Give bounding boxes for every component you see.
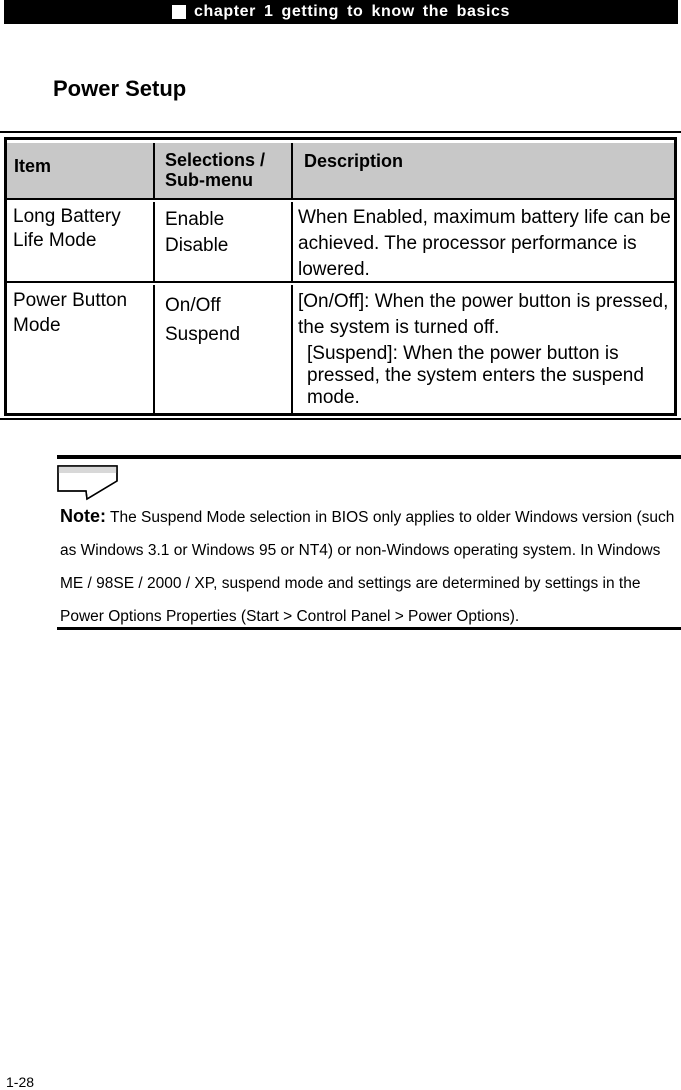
settings-table (4, 137, 677, 416)
item-name: Long Battery Life Mode (13, 206, 121, 251)
selection-option: Disable (165, 235, 229, 256)
page-number: 1-28 (6, 1074, 35, 1090)
description-text: [On/Off]: When the power button is pressed, the system is turned off. (298, 291, 669, 338)
description-text: When Enabled, maximum battery life can be achieved. The processor performance is lowered. (298, 207, 671, 280)
header-cell-description (293, 143, 674, 198)
header-selections-label: Selections / Sub-menu (165, 150, 266, 190)
item-cell (7, 285, 155, 413)
header-description-label: Description (304, 151, 404, 171)
note-block (57, 455, 681, 633)
table-row (7, 202, 674, 283)
selection-option: Enable (165, 209, 225, 230)
selections-cell (155, 202, 293, 281)
description-cell (293, 202, 674, 281)
table-row (7, 285, 674, 413)
header-item-label: Item (14, 156, 52, 176)
settings-table-frame (0, 131, 681, 420)
item-name: Power Button Mode (13, 290, 128, 336)
description-text: [Suspend]: When the power button is pressed, the system enters the suspend mode. (307, 343, 644, 408)
note-text: The Suspend Mode selection in BIOS only applies to older Windows version (such as Windows 3.1 or Windows 95 or NT4) or non-Windows operating system. In Windows ME / 98SE / 2000 / XP, suspend mode and settings are determined by settings in the Power Options Properties (Start > Control Panel > Power Options). (60, 509, 675, 625)
item-cell (7, 202, 155, 281)
selections-cell (155, 285, 293, 413)
divider (57, 455, 681, 459)
description-cell (293, 285, 674, 413)
selection-option: On/Off (165, 295, 221, 316)
square-bullet-icon (172, 5, 186, 19)
note-paragraph (60, 500, 681, 633)
chapter-title: chapter 1 getting to know the basics (193, 3, 511, 20)
header-cell-selections (155, 143, 293, 198)
chapter-header (4, 0, 678, 24)
header-cell-item (7, 143, 155, 198)
section-title: Power Setup (53, 76, 187, 101)
table-header-row (7, 143, 674, 200)
note-icon (57, 465, 119, 501)
divider (57, 627, 681, 630)
selection-option: Suspend (165, 324, 241, 345)
note-label: Note: (60, 506, 106, 526)
